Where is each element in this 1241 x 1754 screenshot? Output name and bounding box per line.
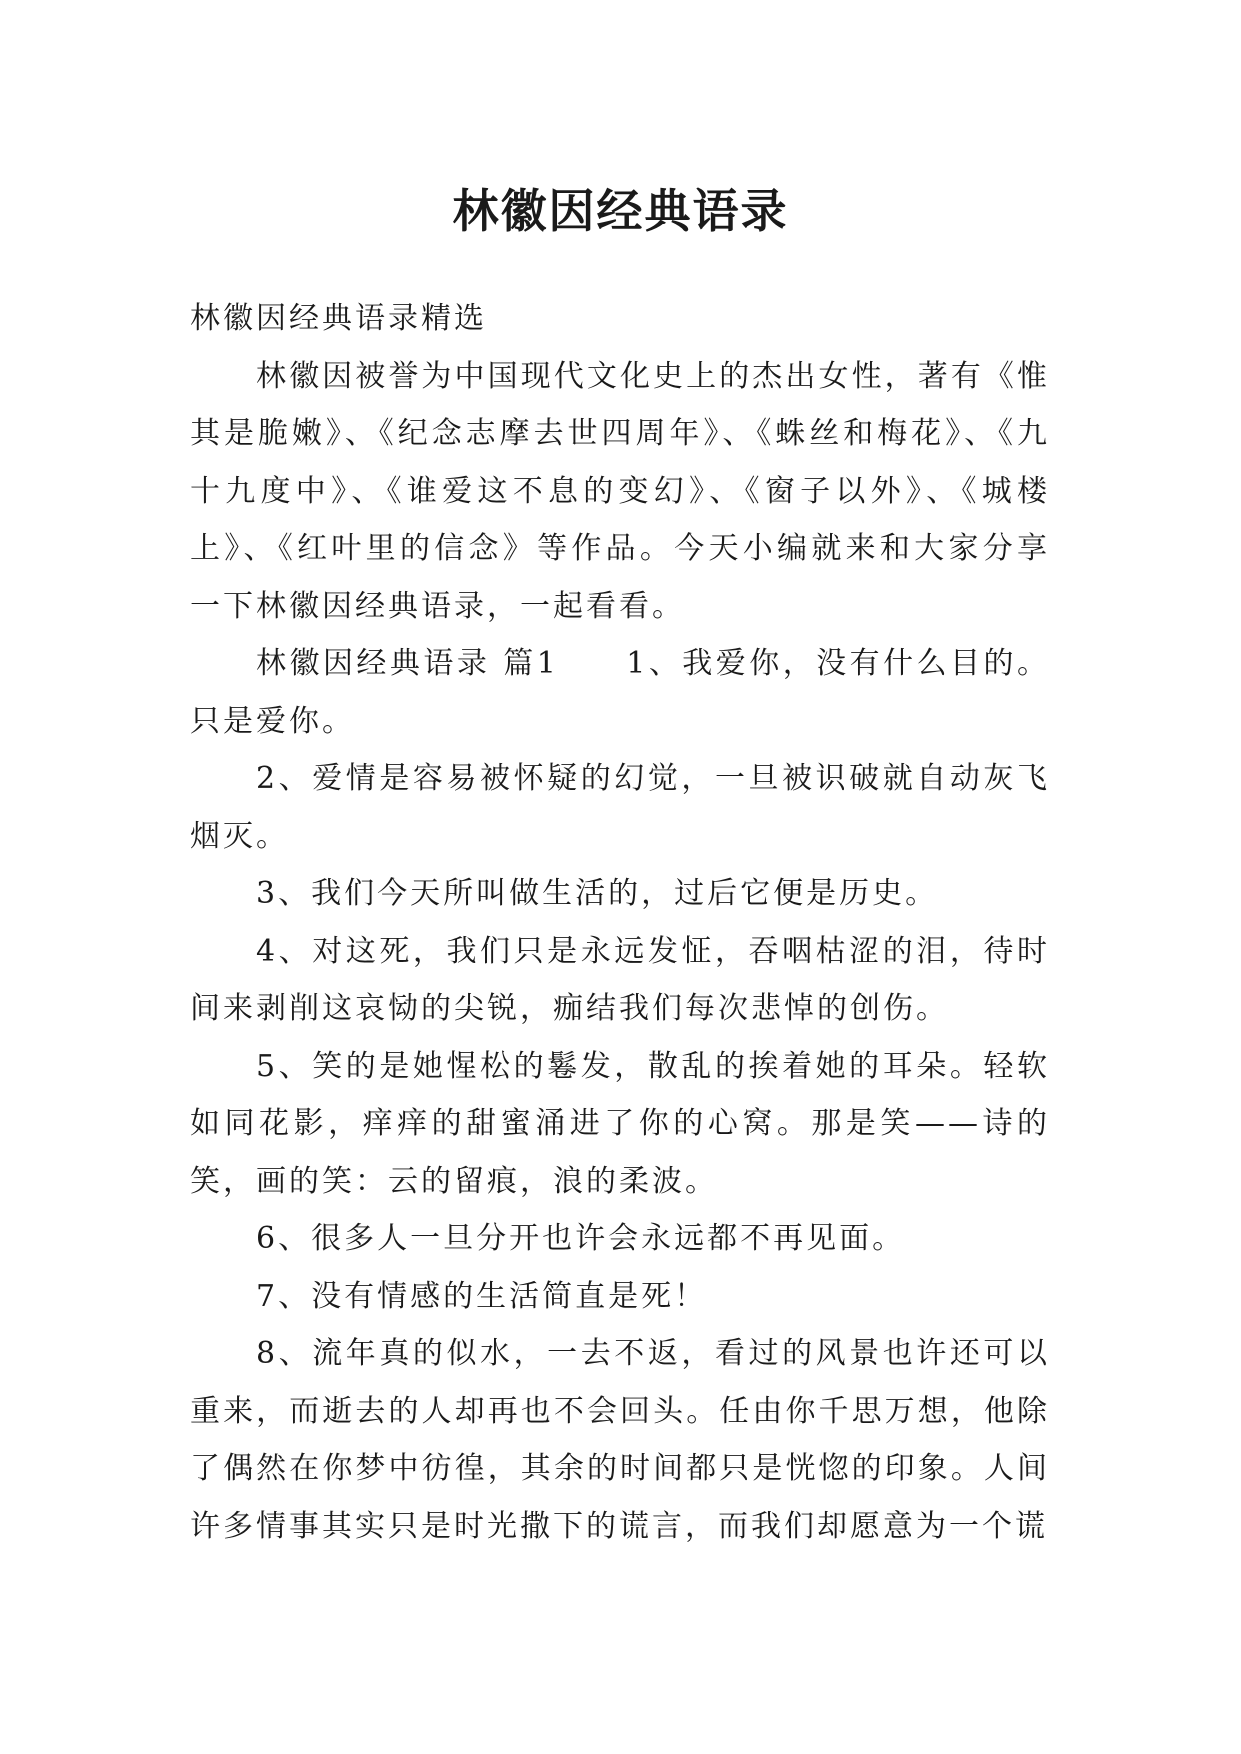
paragraph-quote-7: 7、没有情感的生活简直是死！ <box>256 1278 708 1314</box>
paragraph-quote-3: 3、我们今天所叫做生活的，过后它便是历史。 <box>256 876 939 911</box>
subtitle: 林徽因经典语录精选 <box>190 301 487 336</box>
paragraph-quote-6: 6、很多人一旦分开也许会永远都不再见面。 <box>256 1221 906 1256</box>
document-title: 林徽因经典语录 <box>452 183 789 238</box>
paragraph-quote-8: 8、流年真的似水，一去不返，看过的风景也许还可以重来，而逝去的人却再也不会回头。任由你千思万想，他除了偶然在你梦中彷徨，其余的时间都只是恍惚的印象。人间许多情事其实只是时光撒下的谎言，而我们却愿意为一个谎 <box>190 1336 1050 1544</box>
paragraph-quote-4: 4、对这死，我们只是永远发怔，吞咽枯涩的泪，待时间来剥削这哀恸的尖锐，痂结我们每次悲悼的创伤。 <box>190 933 1050 1026</box>
document-body <box>190 290 1050 1555</box>
paragraph-intro: 林徽因被誉为中国现代文化史上的杰出女性，著有《惟其是脆嫩》、《纪念志摩去世四周年》、《蛛丝和梅花》、《九十九度中》、《谁爱这不息的变幻》、《窗子以外》、《城楼上》、《红叶里的信念》等作品。今天小编就来和大家分享一下林徽因经典语录，一起看看。 <box>190 358 1050 624</box>
paragraph-quote-2: 2、爱情是容易被怀疑的幻觉，一旦被识破就自动灰飞烟灭。 <box>190 761 1050 854</box>
paragraph-quote-5: 5、笑的是她惺松的鬈发，散乱的挨着她的耳朵。轻软如同花影，痒痒的甜蜜涌进了你的心窝。那是笑——诗的笑，画的笑：云的留痕，浪的柔波。 <box>190 1048 1050 1199</box>
paragraph-quote-1: 林徽因经典语录 篇1 1、我爱你，没有什么目的。只是爱你。 <box>190 646 1050 739</box>
